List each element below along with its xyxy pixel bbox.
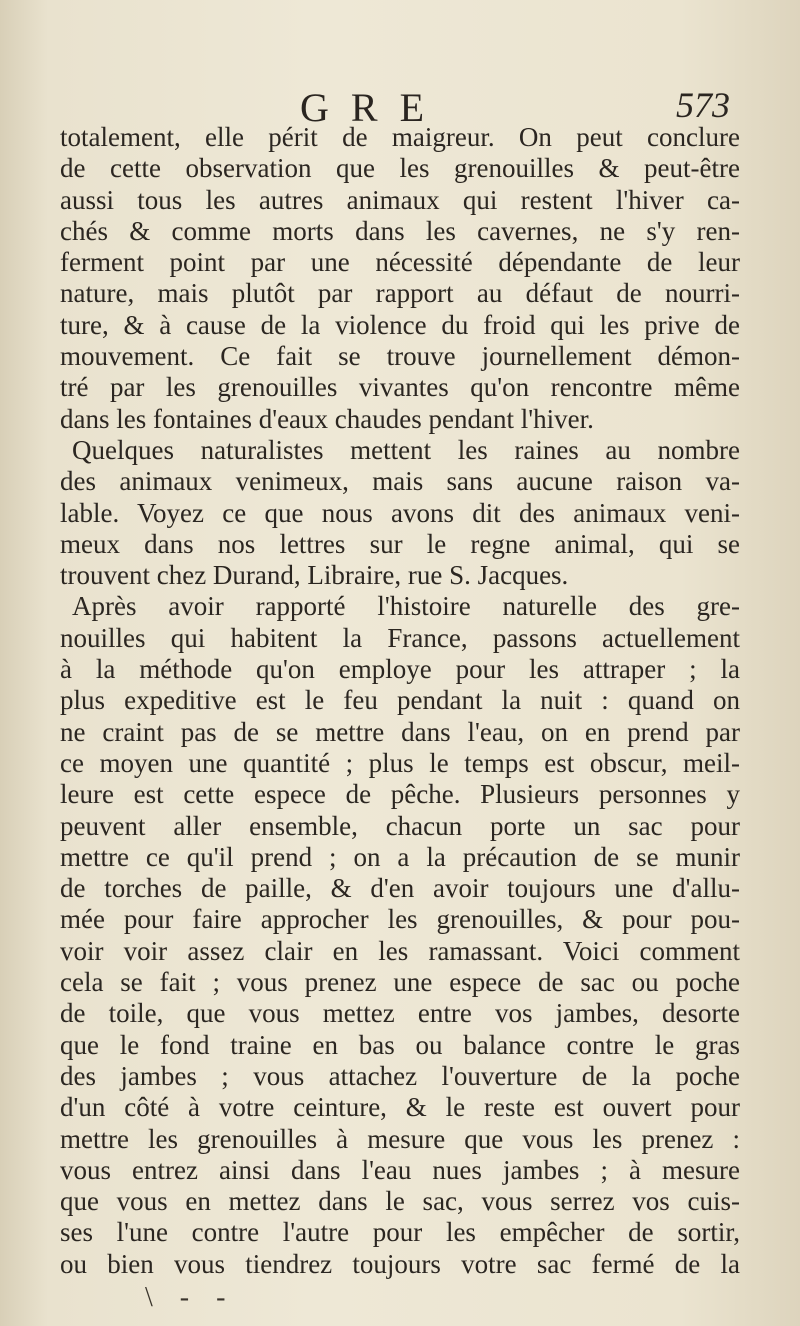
paragraph-start-line: Quelques naturalistes mettent les raines au nombre [72, 434, 740, 465]
catchword-mark: \ - - [145, 1282, 236, 1313]
text-line: tré par les grenouilles vivantes qu'on rencontre même [60, 372, 740, 403]
text-line: que vous en mettez dans le sac, vous serrez vos cuis- [60, 1186, 740, 1217]
text-line: mettre ce qu'il prend ; on a la précaution de se munir [60, 841, 740, 872]
body-text [60, 122, 740, 1280]
text-line: ture, & à cause de la violence du froid qui les prive de [60, 309, 740, 340]
text-line: plus expeditive est le feu pendant la nuit : quand on [60, 685, 740, 716]
text-line: ferment point par une nécessité dépendante de leur [60, 247, 740, 278]
text-line: leure est cette espece de pêche. Plusieurs personnes y [60, 779, 740, 810]
text-line: mée pour faire approcher les grenouilles, & pour pou- [60, 904, 740, 935]
text-line: à la méthode qu'on employe pour les attraper ; la [60, 654, 740, 685]
text-line: dans les fontaines d'eaux chaudes pendant l'hiver. [60, 403, 594, 434]
text-line: ses l'une contre l'autre pour les empêcher de sortir, [60, 1217, 740, 1248]
paragraph-start-line: Après avoir rapporté l'histoire naturelle des gre- [72, 591, 740, 622]
text-line: lable. Voyez ce que nous avons dit des animaux veni- [60, 497, 740, 528]
text-line: d'un côté à votre ceinture, & le reste est ouvert pour [60, 1092, 740, 1123]
text-line: chés & comme morts dans les cavernes, ne s'y ren- [60, 215, 740, 246]
text-line: mouvement. Ce fait se trouve journellement démon- [60, 341, 740, 372]
text-line: ce moyen une quantité ; plus le temps est obscur, meil- [60, 747, 740, 778]
text-line: mettre les grenouilles à mesure que vous les prenez : [60, 1123, 740, 1154]
text-line: peuvent aller ensemble, chacun porte un sac pour [60, 810, 740, 841]
running-head: GRE [300, 85, 446, 130]
text-line: de torches de paille, & d'en avoir toujours une d'allu- [60, 873, 740, 904]
text-line: des jambes ; vous attachez l'ouverture de la poche [60, 1060, 740, 1091]
text-line: de toile, que vous mettez entre vos jambes, desorte [60, 998, 740, 1029]
text-line: que le fond traine en bas ou balance contre le gras [60, 1029, 740, 1060]
text-line: ou bien vous tiendrez toujours votre sac fermé de la [60, 1248, 740, 1279]
text-line: cela se fait ; vous prenez une espece de sac ou poche [60, 967, 740, 998]
text-line: voir voir assez clair en les ramassant. Voici comment [60, 935, 740, 966]
page-number: 573 [676, 85, 730, 125]
text-line: des animaux venimeux, mais sans aucune raison va- [60, 466, 740, 497]
text-line: ne craint pas de se mettre dans l'eau, on en prend par [60, 716, 740, 747]
text-line: vous entrez ainsi dans l'eau nues jambes ; à mesure [60, 1154, 740, 1185]
text-line: meux dans nos lettres sur le regne animal, qui se [60, 528, 740, 559]
text-line: de cette observation que les grenouilles & peut-être [60, 153, 740, 184]
text-line: aussi tous les autres animaux qui restent l'hiver ca- [60, 184, 740, 215]
text-line: nature, mais plutôt par rapport au défaut de nourri- [60, 278, 740, 309]
text-line: trouvent chez Durand, Libraire, rue S. Jacques. [60, 560, 569, 591]
text-line: nouilles qui habitent la France, passons actuellement [60, 622, 740, 653]
text-line: totalement, elle périt de maigreur. On peut conclure [60, 122, 740, 152]
